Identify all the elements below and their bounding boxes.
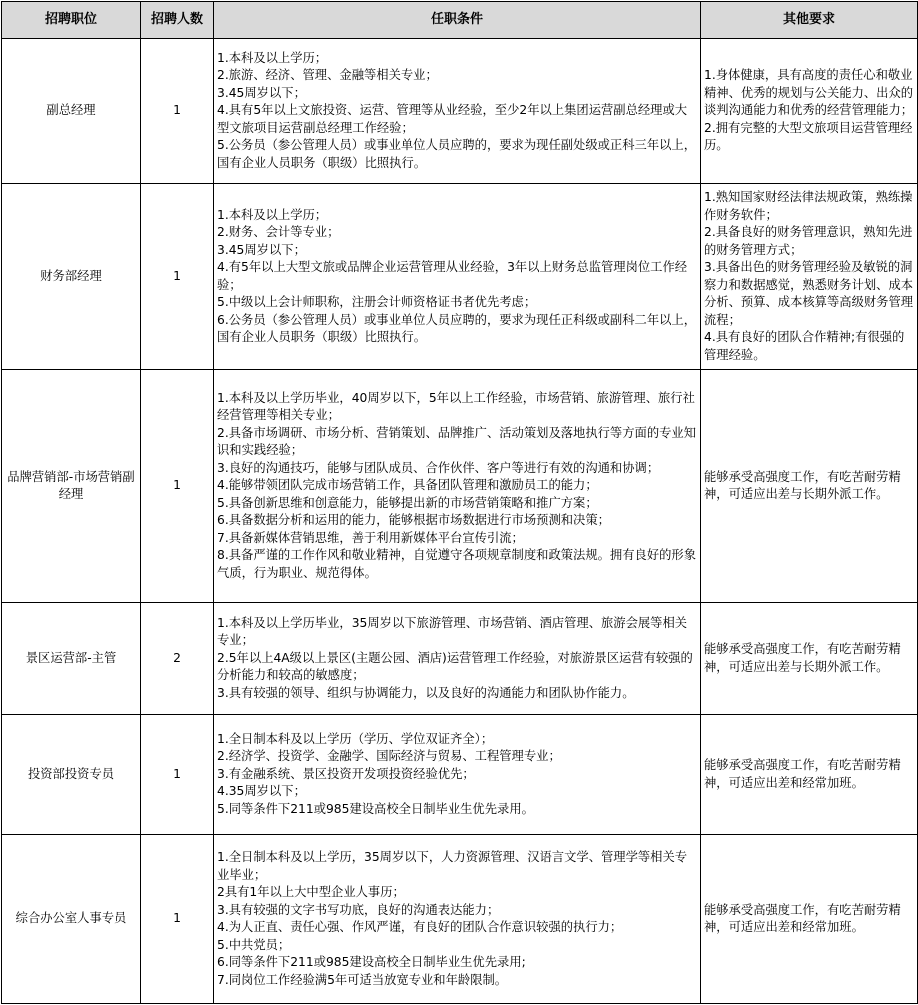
- requirement-line: 2.经济学、投资学、金融学、国际经济与贸易、工程管理专业；: [217, 749, 561, 764]
- other-requirement-line: 能够承受高强度工作，有吃苦耐劳精神，可适应出差与长期外派工作。: [704, 642, 901, 674]
- requirement-line: 1.本科及以上学历；: [217, 50, 328, 65]
- count-cell: 2: [141, 603, 214, 715]
- requirement-line: 1.全日制本科及以上学历，35周岁以下，人力资源管理、汉语言文学、管理学等相关专业毕业；: [217, 850, 688, 882]
- requirements-cell: [214, 184, 701, 370]
- other-requirement-line: 能够承受高强度工作，有吃苦耐劳精神，可适应出差和经常加班。: [704, 902, 901, 934]
- other-requirements-cell: [701, 835, 918, 1004]
- other-requirements-cell: [701, 39, 918, 184]
- requirement-line: 7.具备新媒体营销思维，善于利用新媒体平台宣传引流；: [217, 530, 524, 545]
- requirement-line: 4.能够带领团队完成市场营销工作，具备团队管理和激励员工的能力；: [217, 478, 598, 493]
- requirement-line: 3.有金融系统、景区投资开发项投资经验优先；: [217, 766, 475, 781]
- other-requirement-line: 3.具备出色的财务管理经验及敏锐的洞察力和数据感觉，熟悉财务计划、成本分析、预算、成本核算等高级财务管理流程；: [704, 260, 914, 327]
- count-cell: 1: [141, 39, 214, 184]
- requirement-line: 5.中级以上会计师职称，注册会计师资格证书者优先考虑；: [217, 295, 537, 309]
- requirement-line: 2具有1年以上大中型企业人事历；: [217, 885, 405, 899]
- header-count: 招聘人数: [141, 2, 214, 39]
- requirements-cell: [214, 39, 701, 184]
- other-requirements-cell: [701, 370, 918, 603]
- requirement-line: 6.公务员（参公管理人员）或事业单位人员应聘的，要求为现任正科级或副科二年以上，国有企业人员职务（职级）比照执行。: [217, 312, 697, 344]
- header-position: 招聘职位: [2, 2, 141, 39]
- requirement-line: 2.5年以上4A级以上景区(主题公园、酒店)运营管理工作经验，对旅游景区运营有较强的分析能力和较高的敏感度；: [217, 650, 693, 683]
- requirement-line: 5.中共党员；: [217, 937, 291, 952]
- other-requirement-line: 1.身体健康，具有高度的责任心和敬业精神、优秀的规划与公关能力、出众的谈判沟通能力和优秀的经营管理能力；: [704, 68, 914, 118]
- requirement-line: 8.具备严谨的工作作风和敬业精神，自觉遵守各项规章制度和政策法规。拥有良好的形象气质，行为职业、规范得体。: [217, 548, 697, 580]
- requirement-line: 4.为人正直、责任心强、作风严谨，有良好的团队合作意识较强的执行力；: [217, 920, 623, 934]
- requirement-line: 5.具备创新思维和创意能力，能够提出新的市场营销策略和推广方案；: [217, 495, 598, 510]
- requirement-line: 3.45周岁以下；: [217, 242, 306, 257]
- requirements-cell: [214, 603, 701, 715]
- other-requirement-line: 4.具有良好的团队合作精神;有很强的管理经验。: [704, 330, 905, 362]
- requirement-line: 3.具有较强的领导、组织与协调能力，以及良好的沟通能力和团队协作能力。: [217, 685, 635, 700]
- position-cell: 品牌营销部-市场营销副经理: [2, 370, 141, 603]
- requirement-line: 5.同等条件下211或985建设高校全日制毕业生优先录用。: [217, 801, 534, 816]
- other-requirements-cell: [701, 603, 918, 715]
- other-requirement-line: 能够承受高强度工作，有吃苦耐劳精神，可适应出差和经常加班。: [704, 758, 901, 790]
- header-requirements: 任职条件: [214, 2, 701, 39]
- requirement-line: 2.旅游、经济、管理、金融等相关专业；: [217, 68, 438, 83]
- requirements-cell: [214, 715, 701, 835]
- other-requirements-cell: [701, 715, 918, 835]
- recruitment-table: [1, 1, 918, 1004]
- requirement-line: 4.35周岁以下；: [217, 784, 306, 799]
- requirement-line: 6.具备数据分析和运用的能力，能够根据市场数据进行市场预测和决策；: [217, 513, 610, 528]
- position-cell: 景区运营部-主管: [2, 603, 141, 715]
- table-body: [2, 39, 918, 1004]
- other-requirement-line: 2.具备良好的财务管理意识，熟知先进的财务管理方式；: [704, 225, 913, 257]
- requirement-line: 2.具备市场调研、市场分析、营销策划、品牌推广、活动策划及落地执行等方面的专业知识和实践经验；: [217, 425, 697, 458]
- count-cell: 1: [141, 370, 214, 603]
- header-other: 其他要求: [701, 2, 918, 39]
- requirement-line: 5.公务员（参公管理人员）或事业单位人员应聘的，要求为现任副处级或正科三年以上，国有企业人员职务（职级）比照执行。: [217, 138, 697, 170]
- table-row: [2, 39, 918, 184]
- other-requirement-line: 1.熟知国家财经法律法规政策，熟练操作财务软件；: [704, 190, 913, 222]
- requirement-line: 6.同等条件下211或985建设高校全日制毕业生优先录用;: [217, 955, 526, 969]
- requirement-line: 3.良好的沟通技巧，能够与团队成员、合作伙伴、客户等进行有效的沟通和协调；: [217, 460, 660, 475]
- requirement-line: 2.财务、会计等专业；: [217, 225, 340, 239]
- requirement-line: 1.本科及以上学历毕业，40周岁以下，5年以上工作经验，市场营销、旅游管理、旅行社经营管理等相关专业；: [217, 390, 695, 423]
- other-requirements-cell: [701, 184, 918, 370]
- requirement-line: 7.同岗位工作经验满5年可适当放宽专业和年龄限制。: [217, 972, 508, 987]
- header-row: [2, 2, 918, 39]
- position-cell: 财务部经理: [2, 184, 141, 370]
- table-row: [2, 370, 918, 603]
- requirement-line: 4.具有5年以上文旅投资、运营、管理等从业经验，至少2年以上集团运营副总经理或大型文旅项目运营副总经理工作经验；: [217, 103, 688, 135]
- other-requirement-line: 2.拥有完整的大型文旅项目运营管理经历。: [704, 120, 913, 153]
- count-cell: 1: [141, 184, 214, 370]
- count-cell: 1: [141, 715, 214, 835]
- table-row: [2, 603, 918, 715]
- position-cell: 副总经理: [2, 39, 141, 184]
- requirement-line: 1.本科及以上学历；: [217, 207, 328, 222]
- requirement-line: 3.45周岁以下；: [217, 85, 306, 100]
- count-cell: 1: [141, 835, 214, 1004]
- requirements-cell: [214, 835, 701, 1004]
- requirement-line: 4.有5年以上大型文旅或品牌企业运营管理从业经验，3年以上财务总监管理岗位工作经验；: [217, 260, 688, 292]
- requirements-cell: [214, 370, 701, 603]
- table-row: [2, 184, 918, 370]
- requirement-line: 3.具有较强的文字书写功底，良好的沟通表达能力；: [217, 902, 500, 917]
- table-row: [2, 835, 918, 1004]
- table-row: [2, 715, 918, 835]
- requirement-line: 1.全日制本科及以上学历（学历、学位双证齐全）；: [217, 731, 494, 746]
- position-cell: 投资部投资专员: [2, 715, 141, 835]
- other-requirement-line: 能够承受高强度工作，有吃苦耐劳精神，可适应出差与长期外派工作。: [704, 469, 901, 501]
- position-cell: 综合办公室人事专员: [2, 835, 141, 1004]
- requirement-line: 1.本科及以上学历毕业，35周岁以下旅游管理、市场营销、酒店管理、旅游会展等相关专业；: [217, 615, 688, 648]
